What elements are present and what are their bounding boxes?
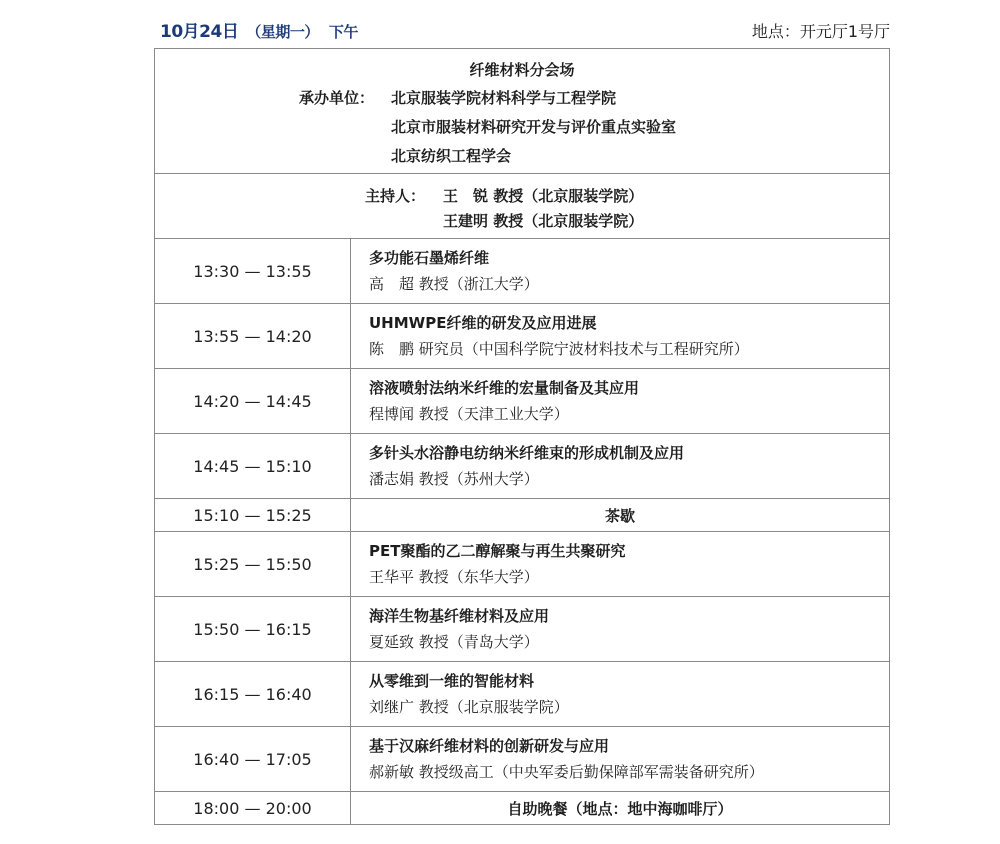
time-slot: 13:55 — 14:20 — [155, 304, 351, 369]
time-slot: 14:45 — 15:10 — [155, 434, 351, 499]
talk-title: PET聚酯的乙二醇解聚与再生共聚研究 — [369, 542, 626, 560]
date: 10月24日 — [160, 22, 239, 42]
talk-title: 多功能石墨烯纤维 — [369, 249, 490, 267]
talk-cell — [351, 239, 890, 304]
talk-title: 基于汉麻纤维材料的创新研发与应用 — [369, 737, 610, 755]
talk-cell — [351, 662, 890, 727]
host-item: 王建明 教授（北京服装学院） — [443, 212, 644, 230]
talk-title: 从零维到一维的智能材料 — [369, 672, 535, 690]
talk-cell — [351, 597, 890, 662]
break-row — [155, 499, 890, 532]
host-info-cell — [155, 174, 890, 239]
talk-speaker: 高 超 教授（浙江大学） — [369, 275, 539, 293]
host-label: 主持人： — [365, 187, 426, 205]
time-slot: 14:20 — 14:45 — [155, 369, 351, 434]
break-label: 茶歇 — [351, 499, 890, 532]
organizer-label: 承办单位： — [299, 89, 375, 107]
date-line — [160, 20, 358, 44]
talk-speaker: 陈 鹏 研究员（中国科学院宁波材料技术与工程研究所） — [369, 340, 749, 358]
schedule-row — [155, 727, 890, 792]
talk-speaker: 程博闻 教授（天津工业大学） — [369, 405, 569, 423]
time-slot: 18:00 — 20:00 — [155, 792, 351, 825]
talk-cell — [351, 304, 890, 369]
time-slot: 15:50 — 16:15 — [155, 597, 351, 662]
talk-speaker: 王华平 教授（东华大学） — [369, 568, 539, 586]
host-item: 王 锐 教授（北京服装学院） — [443, 187, 644, 205]
venue-location: 地点：开元厅1号厅 — [751, 22, 890, 41]
time-period: 下午 — [328, 23, 358, 41]
page-header — [0, 0, 1000, 48]
talk-title: 多针头水浴静电纺纳米纤维束的形成机制及应用 — [369, 444, 685, 462]
talk-cell — [351, 369, 890, 434]
talk-cell — [351, 532, 890, 597]
weekday: （星期一） — [246, 23, 319, 41]
session-title: 纤维材料分会场 — [469, 61, 575, 79]
time-slot: 15:10 — 15:25 — [155, 499, 351, 532]
session-info-cell — [155, 49, 890, 174]
talk-speaker: 郝新敏 教授级高工（中央军委后勤保障部军需装备研究所） — [369, 763, 764, 781]
time-slot: 15:25 — 15:50 — [155, 532, 351, 597]
talk-speaker: 夏延致 教授（青岛大学） — [369, 633, 539, 651]
schedule-row — [155, 369, 890, 434]
schedule-row — [155, 304, 890, 369]
schedule-row — [155, 532, 890, 597]
talk-speaker: 潘志娟 教授（苏州大学） — [369, 470, 539, 488]
schedule-row — [155, 662, 890, 727]
organizer-item: 北京纺织工程学会 — [391, 147, 512, 165]
schedule-table — [154, 48, 890, 825]
schedule-row — [155, 239, 890, 304]
organizer-item: 北京服装学院材料科学与工程学院 — [391, 89, 617, 107]
talk-speaker: 刘继广 教授（北京服装学院） — [369, 698, 569, 716]
time-slot: 13:30 — 13:55 — [155, 239, 351, 304]
talk-title: 海洋生物基纤维材料及应用 — [369, 607, 550, 625]
schedule-row — [155, 434, 890, 499]
talk-title: 溶液喷射法纳米纤维的宏量制备及其应用 — [369, 379, 640, 397]
dinner-label: 自助晚餐（地点：地中海咖啡厅） — [351, 792, 890, 825]
talk-cell — [351, 727, 890, 792]
schedule-row — [155, 597, 890, 662]
time-slot: 16:15 — 16:40 — [155, 662, 351, 727]
talk-title: UHMWPE纤维的研发及应用进展 — [369, 314, 597, 332]
time-slot: 16:40 — 17:05 — [155, 727, 351, 792]
talk-cell — [351, 434, 890, 499]
dinner-row — [155, 792, 890, 825]
organizer-item: 北京市服装材料研究开发与评价重点实验室 — [391, 118, 677, 136]
